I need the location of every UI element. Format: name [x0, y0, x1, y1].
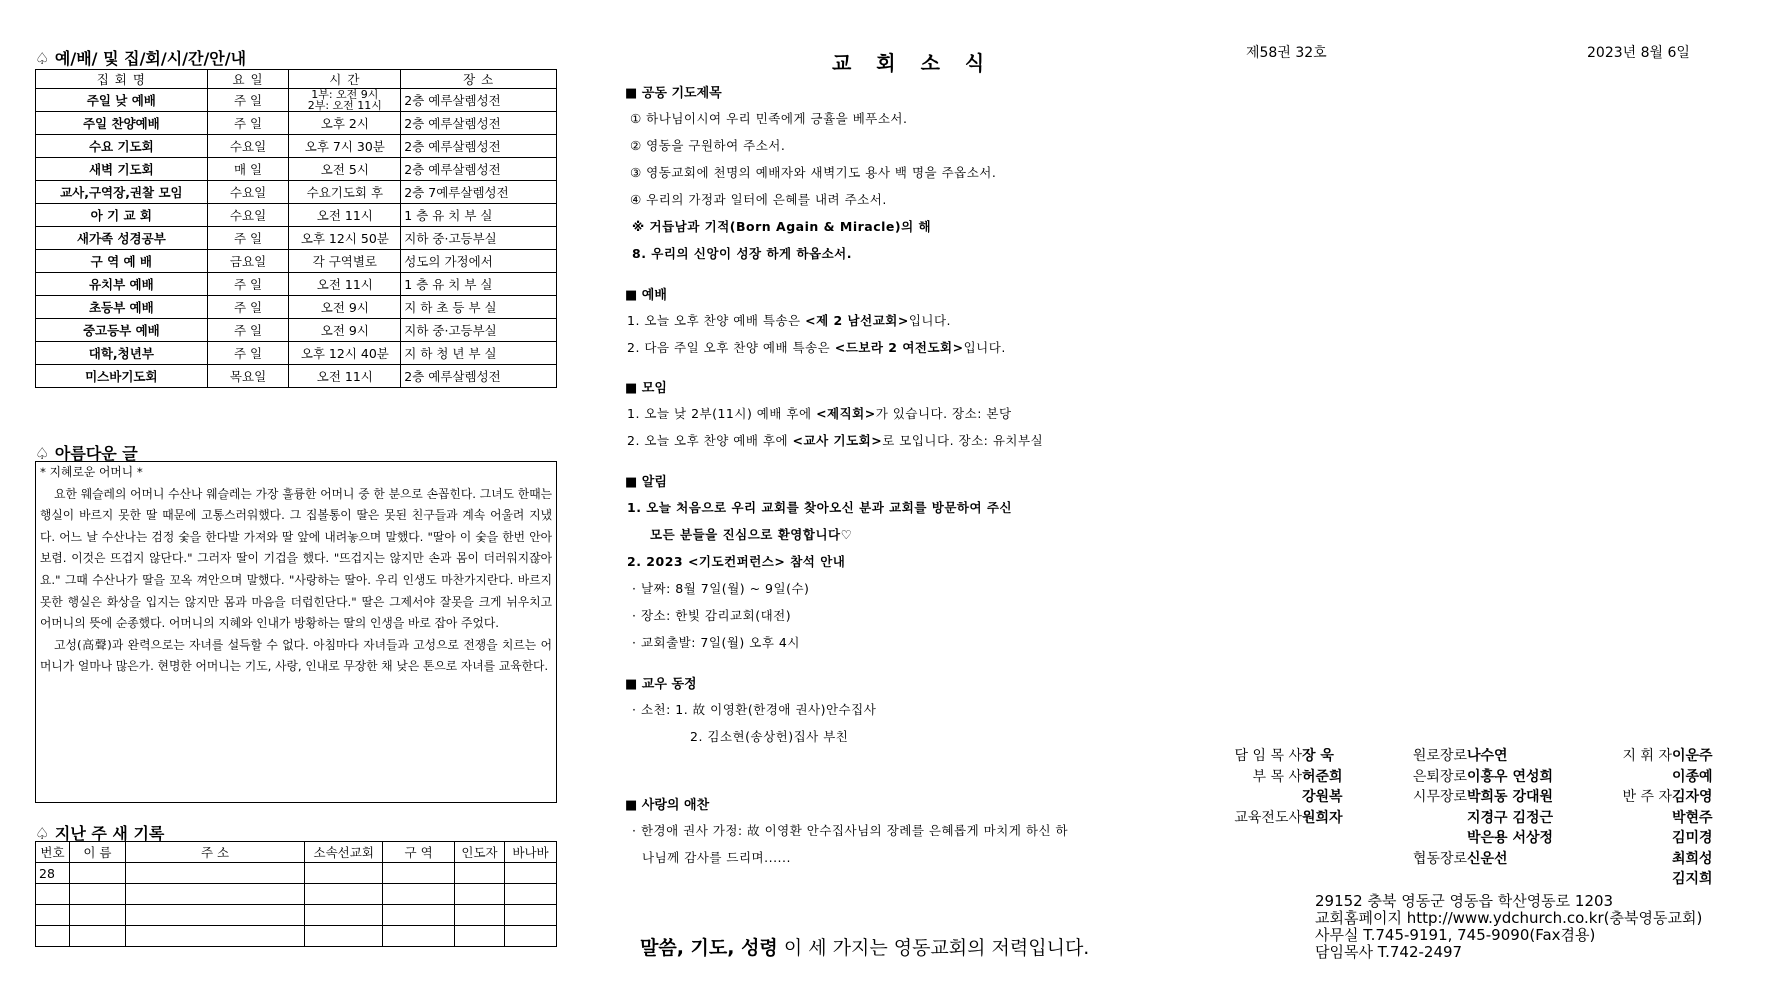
members-line: · 소천: 1. 故 이영환(한경애 권사)안수집사 [632, 702, 877, 717]
schedule-name: 새벽 기도회 [36, 158, 208, 181]
schedule-place: 2층 7예루살렘성전 [401, 181, 557, 204]
staff-name: 장 욱 [1302, 748, 1334, 764]
visitor-cell [383, 884, 455, 905]
staff-entry [1397, 767, 1553, 788]
schedule-row [36, 273, 557, 296]
visitor-cell [69, 926, 125, 947]
schedule-name: 미스바기도회 [36, 365, 208, 388]
schedule-day: 금요일 [207, 250, 289, 273]
schedule-title: ♤ 예/배/ 및 집/회/시/간/안/내 [35, 49, 247, 68]
schedule-row [36, 296, 557, 319]
staff-name: 원희자 [1302, 809, 1343, 826]
visitor-cell [455, 863, 505, 884]
schedule-header-row [36, 70, 557, 89]
schedule-place: 1 층 유 치 부 실 [401, 204, 557, 227]
visitors-title: ♤ 지난 주 새 기록 [35, 824, 165, 843]
schedule-row [36, 89, 557, 112]
visitor-cell [125, 926, 304, 947]
schedule-place: 지 하 청 년 부 실 [401, 342, 557, 365]
schedule-time: 오전 9시 [289, 296, 401, 319]
worship-heading: ■ 예배 [625, 288, 667, 303]
essay-paragraph: 고성(高聲)과 완력으로는 자녀를 설득할 수 없다. 아침마다 자녀들과 고성으로 전쟁을 치르는 어머니가 얼마나 많은가. 현명한 어머니는 기도, 사랑, 인내로 무장한 채 낮은 톤으로 자녀를 교육한다. [40, 637, 552, 674]
schedule-header: 장 소 [401, 70, 557, 89]
schedule-place: 2층 예루살렘성전 [401, 89, 557, 112]
visitor-cell [505, 884, 557, 905]
visitor-row [36, 863, 557, 884]
address-line: 29152 충북 영동군 영동읍 학산영동로 1203 [1315, 892, 1614, 910]
office-phone: 사무실 T.745-9191, 745-9090(Fax겸용) [1315, 926, 1596, 944]
meeting-heading: ■ 모임 [625, 381, 667, 396]
schedule-name: 수요 기도회 [36, 135, 208, 158]
prayer-item: ③ 영동교회에 천명의 예배자와 새벽기도 용사 백 명을 주옵소서. [630, 165, 997, 180]
schedule-time: 오전 9시 [289, 319, 401, 342]
staff-role: 협동장로 [1412, 850, 1467, 867]
issue-number: 제58권 32호 [1246, 45, 1327, 61]
staff-name: 강원복 [1302, 789, 1343, 805]
staff-name: 허준희 [1302, 768, 1343, 785]
schedule-header: 집 회 명 [36, 70, 208, 89]
schedule-place: 1 층 유 치 부 실 [401, 273, 557, 296]
staff-col-pastors [1222, 746, 1343, 828]
prayer-item: ① 하나님이시여 우리 민족에게 긍휼을 베푸소서. [630, 111, 908, 126]
visitor-cell [455, 905, 505, 926]
schedule-time: 오전 11시 [289, 273, 401, 296]
issue-date: 2023년 8월 6일 [1587, 45, 1690, 61]
schedule-place: 2층 예루살렘성전 [401, 365, 557, 388]
pastor-phone: 담임목사 T.742-2497 [1315, 943, 1463, 961]
visitors-header: 인도자 [455, 842, 505, 863]
schedule-place: 2층 예루살렘성전 [401, 112, 557, 135]
schedule-name: 초등부 예배 [36, 296, 208, 319]
homepage-link[interactable]: 교회홈페이지 http://www.ydchurch.co.kr(충북영동교회) [1315, 909, 1703, 927]
visitors-header: 소속선교회 [305, 842, 383, 863]
schedule-day: 주 일 [207, 273, 289, 296]
schedule-time: 오전 11시 [289, 204, 401, 227]
visitor-cell [305, 884, 383, 905]
staff-name: 김자영 [1672, 789, 1713, 805]
staff-entry [1600, 849, 1720, 870]
members-line: 2. 김소현(송상헌)집사 부친 [690, 729, 849, 744]
schedule-name: 아 기 교 회 [36, 204, 208, 227]
visitors-header-row [36, 842, 557, 863]
staff-entry [1600, 828, 1720, 849]
schedule-day: 주 일 [207, 296, 289, 319]
prayer-heading: ■ 공동 기도제목 [625, 86, 722, 101]
visitor-cell [505, 863, 557, 884]
schedule-table [35, 69, 557, 388]
schedule-place: 2층 예루살렘성전 [401, 135, 557, 158]
staff-role: 시무장로 [1412, 789, 1467, 805]
visitor-cell [505, 905, 557, 926]
visitors-header: 구 역 [383, 842, 455, 863]
church-motto: 말씀, 기도, 성령 이 세 가지는 영동교회의 저력입니다. [640, 937, 1090, 959]
schedule-place: 지 하 초 등 부 실 [401, 296, 557, 319]
visitors-header: 주 소 [125, 842, 304, 863]
staff-col-music [1600, 746, 1720, 890]
schedule-place: 지하 중·고등부실 [401, 227, 557, 250]
visitor-cell [505, 926, 557, 947]
visitor-row [36, 905, 557, 926]
schedule-day: 주 일 [207, 89, 289, 112]
members-heading: ■ 교우 동정 [625, 677, 697, 692]
essay-box [35, 461, 557, 803]
schedule-name: 주일 낮 예배 [36, 89, 208, 112]
visitor-cell [305, 905, 383, 926]
schedule-time: 오후 2시 [289, 112, 401, 135]
schedule-name: 새가족 성경공부 [36, 227, 208, 250]
visitors-header: 이 름 [69, 842, 125, 863]
schedule-time: 수요기도회 후 [289, 181, 401, 204]
staff-role: 교육전도사 [1234, 809, 1302, 826]
staff-entry [1600, 746, 1720, 767]
visitor-cell [383, 863, 455, 884]
schedule-day: 주 일 [207, 112, 289, 135]
staff-role: 원로장로 [1412, 748, 1467, 764]
notice-line: 1. 오늘 처음으로 우리 교회를 찾아오신 분과 교회를 방문하여 주신 [627, 500, 1013, 515]
visitor-cell [383, 905, 455, 926]
visitor-cell [455, 926, 505, 947]
church-address [1315, 893, 1702, 961]
visitor-cell [69, 905, 125, 926]
essay-subtitle: * 지혜로운 어머니 * [40, 465, 143, 479]
prayer-item: ④ 우리의 가정과 일터에 은혜를 내려 주소서. [630, 192, 887, 207]
staff-name: 박희동 강대원 [1467, 789, 1554, 805]
schedule-row [36, 319, 557, 342]
schedule-time: 오후 12시 50분 [289, 227, 401, 250]
staff-entry [1600, 767, 1720, 788]
staff-name: 이운주 [1672, 748, 1713, 764]
schedule-row [36, 135, 557, 158]
schedule-day: 수요일 [207, 135, 289, 158]
schedule-time: 오전 11시 [289, 365, 401, 388]
visitor-row [36, 926, 557, 947]
schedule-row [36, 250, 557, 273]
schedule-day: 목요일 [207, 365, 289, 388]
notice-line: 모든 분들을 진심으로 환영합니다♡ [650, 527, 853, 542]
visitors-header: 번호 [36, 842, 70, 863]
schedule-time: 각 구역별로 [289, 250, 401, 273]
notice-line: 2. 2023 <기도컨퍼런스> 참석 안내 [627, 554, 846, 569]
schedule-place: 2층 예루살렘성전 [401, 158, 557, 181]
schedule-day: 수요일 [207, 204, 289, 227]
staff-name: 이종예 [1672, 768, 1713, 785]
notice-line: · 장소: 한빛 감리교회(대전) [632, 608, 792, 623]
visitor-cell [69, 863, 125, 884]
staff-name: 박현주 [1672, 809, 1713, 826]
love-line: 나님께 감사를 드리며...... [642, 850, 791, 865]
staff-name: 신운선 [1467, 850, 1508, 867]
schedule-row [36, 342, 557, 365]
schedule-name: 대학,청년부 [36, 342, 208, 365]
staff-name: 이홍우 연성희 [1467, 768, 1554, 785]
staff-role: 담 임 목 사 [1234, 748, 1302, 764]
schedule-row [36, 227, 557, 250]
schedule-day: 주 일 [207, 227, 289, 250]
essay-title: ♤ 아름다운 글 [35, 444, 138, 463]
news-title: 교 회 소 식 [832, 51, 994, 75]
staff-entry [1397, 849, 1553, 870]
schedule-time: 오후 12시 40분 [289, 342, 401, 365]
staff-name: 김미경 [1672, 830, 1713, 846]
staff-entry [1222, 787, 1343, 808]
schedule-name: 유치부 예배 [36, 273, 208, 296]
staff-role: 부 목 사 [1252, 768, 1302, 785]
visitor-cell [305, 926, 383, 947]
staff-entry [1397, 808, 1553, 829]
notice-heading: ■ 알림 [625, 475, 667, 490]
schedule-day: 주 일 [207, 342, 289, 365]
visitor-cell [36, 884, 70, 905]
staff-entry [1222, 767, 1343, 788]
staff-name: 박은용 서상정 [1467, 830, 1554, 846]
staff-role: 지 휘 자 [1622, 748, 1672, 764]
schedule-row [36, 158, 557, 181]
schedule-time: 오후 7시 30분 [289, 135, 401, 158]
prayer-item: ② 영동을 구원하여 주소서. [630, 138, 786, 153]
staff-role: 반 주 자 [1622, 789, 1672, 805]
staff-name: 최희성 [1672, 850, 1713, 867]
schedule-place: 지하 중·고등부실 [401, 319, 557, 342]
schedule-name: 교사,구역장,권찰 모임 [36, 181, 208, 204]
notice-line: · 날짜: 8월 7일(월) ~ 9일(수) [632, 581, 810, 596]
schedule-header: 요 일 [207, 70, 289, 89]
visitor-cell [383, 926, 455, 947]
meeting-line: 2. 오늘 오후 찬양 예배 후에 <교사 기도회>로 모입니다. 장소: 유치부실 [627, 433, 1044, 448]
staff-entry [1397, 787, 1553, 808]
staff-entry [1222, 808, 1343, 829]
year-theme: ※ 거듭남과 기적(Born Again & Miracle)의 해 [632, 219, 932, 234]
staff-entry [1397, 828, 1553, 849]
schedule-day: 매 일 [207, 158, 289, 181]
staff-name: 김지희 [1672, 871, 1713, 887]
schedule-row [36, 365, 557, 388]
visitor-cell [69, 884, 125, 905]
staff-entry [1600, 869, 1720, 890]
love-line: · 한경애 권사 가정: 故 이영환 안수집사님의 장례를 은혜롭게 마치게 하신 하 [632, 823, 1069, 838]
schedule-row [36, 181, 557, 204]
essay-paragraph: 요한 웨슬레의 어머니 수산나 웨슬레는 가장 훌륭한 어머니 중 한 분으로 손꼽힌다. 그녀도 한때는 행실이 바르지 못한 딸 때문에 고통스러워했다. 그 집볼통이 딸은 못된 친구들과 계속 어울려 지냈다. 어느 날 수산나는 검정 숯을 한다발 가져와 딸 앞에 내려놓으며 말했다. "딸아 이 숯을 한번 안아 보렴. 이것은 뜨겁지 않단다." 그러자 딸이 기겁을 했다. "뜨겁지는 않지만 손과 몸이 더러워지잖아요." 그때 수산나가 딸을 꼬옥 껴안으며 말했다. "사랑하는 딸아. 우리 인생도 마찬가지란다. 바르지 못한 행실은 화상을 입지는 않지만 몸과 마음을 더럽힌단다." 딸은 그제서야 잘못을 크게 뉘우치고 어머니의 뜻에 순종했다. 어머니의 지혜와 인내가 방황하는 딸의 인생을 바로 잡아 주었다. [40, 486, 552, 631]
staff-entry [1600, 787, 1720, 808]
visitors-header: 바나바 [505, 842, 557, 863]
visitor-cell: 28 [36, 863, 70, 884]
visitor-cell [36, 905, 70, 926]
staff-name: 지경구 김정근 [1467, 809, 1554, 826]
staff-entry [1222, 746, 1343, 767]
visitor-cell [125, 905, 304, 926]
notice-line: · 교회출발: 7일(월) 오후 4시 [632, 635, 800, 650]
visitors-table [35, 841, 557, 947]
visitor-cell [455, 884, 505, 905]
schedule-day: 주 일 [207, 319, 289, 342]
schedule-header: 시 간 [289, 70, 401, 89]
meeting-line: 1. 오늘 낮 2부(11시) 예배 후에 <제직회>가 있습니다. 장소: 본당 [627, 406, 1012, 421]
staff-entry [1600, 808, 1720, 829]
schedule-time: 오전 5시 [289, 158, 401, 181]
visitor-cell [125, 863, 304, 884]
schedule-name: 주일 찬양예배 [36, 112, 208, 135]
staff-col-elders [1397, 746, 1553, 869]
worship-line: 2. 다음 주일 오후 찬양 예배 특송은 <드보라 2 여전도회>입니다. [627, 340, 1006, 355]
staff-name: 나수연 [1467, 748, 1508, 764]
worship-line: 1. 오늘 오후 찬양 예배 특송은 <제 2 남선교회>입니다. [627, 313, 952, 328]
schedule-row [36, 112, 557, 135]
visitor-cell [36, 926, 70, 947]
staff-entry [1397, 746, 1553, 767]
schedule-time: 1부: 오전 9시 2부: 오전 11시 [289, 89, 401, 112]
schedule-place: 성도의 가정에서 [401, 250, 557, 273]
love-heading: ■ 사랑의 애찬 [625, 798, 710, 813]
visitor-row [36, 884, 557, 905]
schedule-day: 수요일 [207, 181, 289, 204]
schedule-name: 구 역 예 배 [36, 250, 208, 273]
schedule-row [36, 204, 557, 227]
visitor-cell [305, 863, 383, 884]
staff-role: 은퇴장로 [1412, 768, 1467, 785]
visitor-cell [125, 884, 304, 905]
schedule-name: 중고등부 예배 [36, 319, 208, 342]
month-theme: 8. 우리의 신앙이 성장 하게 하옵소서. [632, 246, 853, 261]
